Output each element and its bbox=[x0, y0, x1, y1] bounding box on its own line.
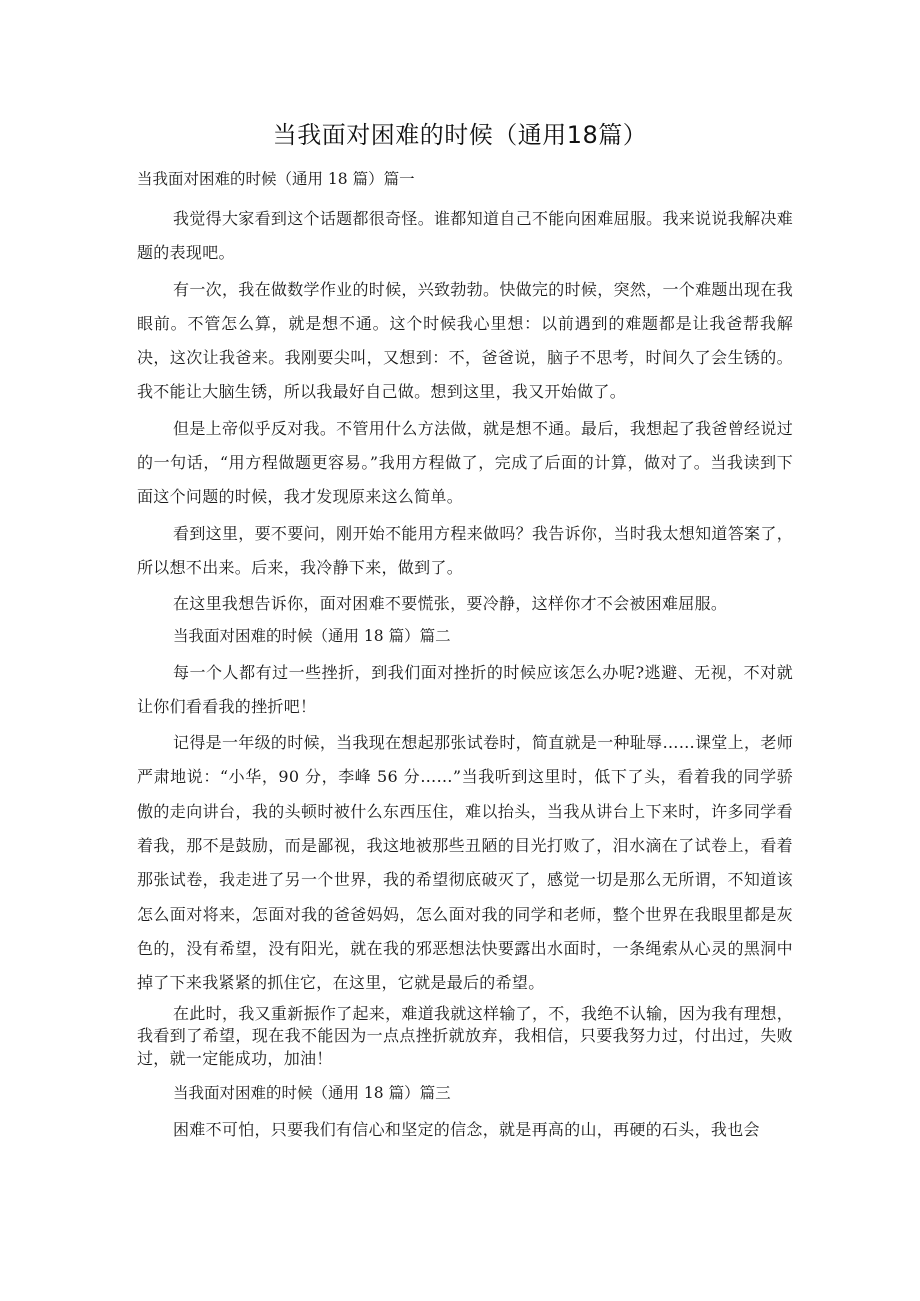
section-heading: 当我面对困难的时候（通用 18 篇）篇二 bbox=[173, 626, 451, 645]
section-heading: 当我面对困难的时候（通用 18 篇）篇一 bbox=[137, 170, 415, 188]
paragraph: 看到这里，要不要问，刚开始不能用方程来做吗？我告诉你，当时我太想知道答案了，所以想不出来。后来，我冷静下来，做到了。 bbox=[137, 523, 793, 577]
document-body bbox=[137, 167, 793, 1149]
document-title: 当我面对困难的时候（通用18篇） bbox=[272, 121, 648, 149]
section-heading: 当我面对困难的时候（通用 18 篇）篇三 bbox=[173, 1084, 451, 1103]
paragraph: 我觉得大家看到这个话题都很奇怪。谁都知道自己不能向困难屈服。我来说说我解决难题的表现吧。 bbox=[137, 209, 793, 263]
paragraph: 有一次，我在做数学作业的时候，兴致勃勃。快做完的时候，突然，一个难题出现在我眼前。不管怎么算，就是想不通。这个时候我心里想：以前遇到的难题都是让我爸帮我解决，这次让我爸来。我刚要尖叫，又想到：不，爸爸说，脑子不思考，时间久了会生锈的。我不能让大脑生锈，所以我最好自己做。想到这里，我又开始做了。 bbox=[137, 279, 793, 402]
paragraph: 在此时，我又重新振作了起来，难道我就这样输了，不，我绝不认输，因为我有理想，我看到了希望，现在我不能因为一点点挫折就放弃，我相信，只要我努力过，付出过，失败过，就一定能成功，加油！ bbox=[137, 1003, 793, 1068]
paragraph: 困难不可怕，只要我们有信心和坚定的信念，就是再高的山，再硬的石头，我也会 bbox=[173, 1120, 760, 1140]
paragraph: 在这里我想告诉你，面对困难不要慌张，要冷静，这样你才不会被困难屈服。 bbox=[173, 594, 728, 614]
paragraph: 记得是一年级的时候，当我现在想起那张试卷时，简直就是一种耻辱……课堂上，老师严肃地说：“小华，90 分，李峰 56 分……”当我听到这里时，低下了头，看着我的同学骄傲的走向讲台，我的头顿时被什么东西压住，难以抬头，当我从讲台上下来时，许多同学看着我，那不是鼓励，而是鄙视，我这地被那些丑陋的目光打败了，泪水滴在了试卷上，看着那张试卷，我走进了另一个世界，我的希望彻底破灭了，感觉一切是那么无所谓，不知道该怎么面对将来，怎面对我的爸爸妈妈，怎么面对我的同学和老师，整个世界在我眼里都是灰色的，没有希望，没有阳光，就在我的邪恶想法快要露出水面时，一条绳索从心灵的黑洞中掉了下来我紧紧的抓住它，在这里，它就是最后的希望。 bbox=[137, 733, 793, 993]
paragraph: 每一个人都有过一些挫折，到我们面对挫折的时候应该怎么办呢?逃避、无视，不对就让你们看看我的挫折吧！ bbox=[137, 662, 793, 716]
paragraph: 但是上帝似乎反对我。不管用什么方法做，就是想不通。最后，我想起了我爸曾经说过的一句话，“用方程做题更容易。”我用方程做了，完成了后面的计算，做对了。当我读到下面这个问题的时候，我才发现原来这么简单。 bbox=[137, 418, 793, 507]
